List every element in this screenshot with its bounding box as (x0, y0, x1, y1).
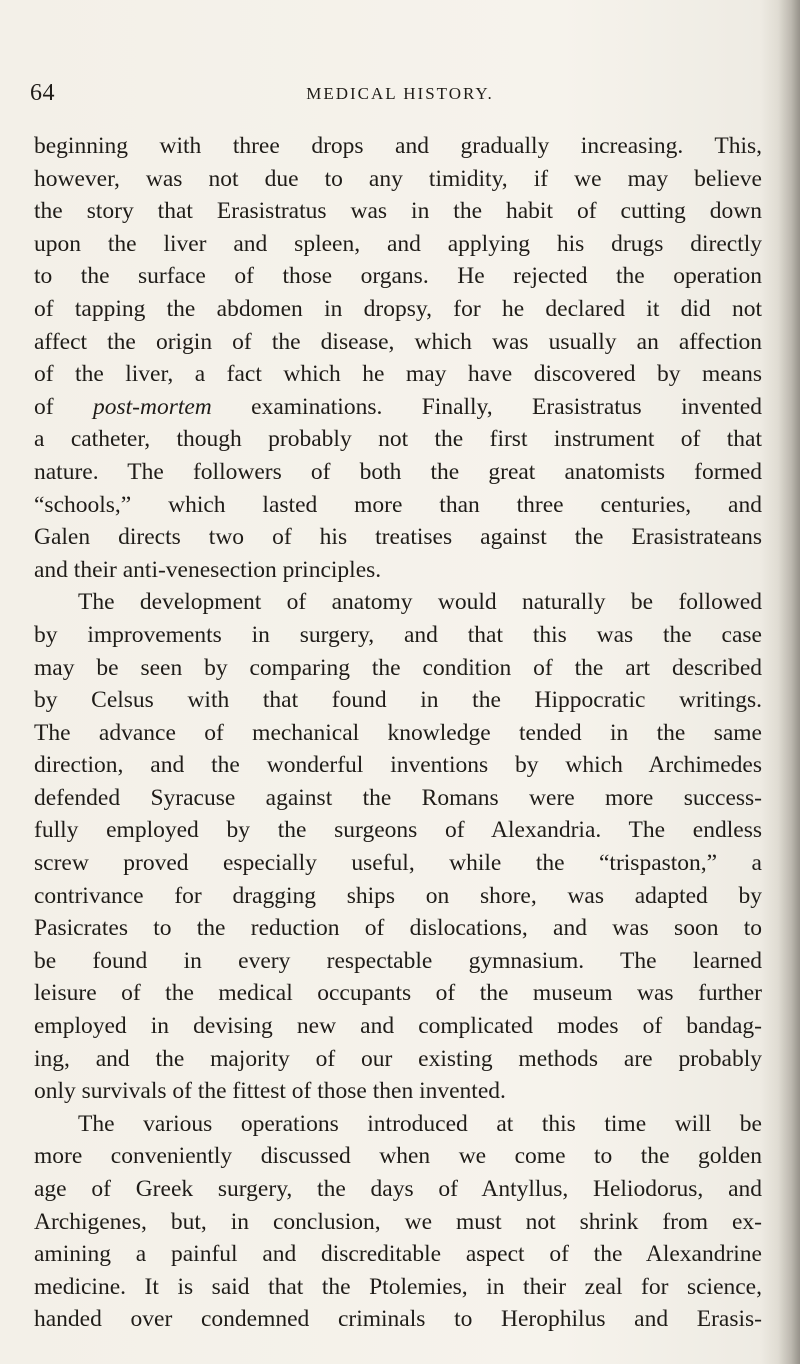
text-line: ing, and the majority of our existing methods are probably (34, 1045, 762, 1072)
text-line: to the surface of those organs. He rejected the operation (34, 263, 762, 290)
text-line: Galen directs two of his treatises against the Erasistrateans (34, 524, 762, 551)
text-line: by Celsus with that found in the Hippocratic writings. (34, 687, 762, 714)
text-line: a catheter, though probably not the first instrument of that (34, 426, 762, 453)
text-line: screw proved especially useful, while the “trispaston,” a (34, 850, 762, 877)
text-line: more conveniently discussed when we come to the golden (34, 1143, 762, 1170)
paragraph-2 (34, 586, 762, 1108)
text-line: age of Greek surgery, the days of Antyllus, Heliodorus, and (34, 1176, 762, 1202)
text-line: The development of anatomy would naturally be followed (78, 589, 762, 616)
text-line: nature. The followers of both the great anatomists formed (34, 458, 762, 485)
text-line: employed in devising new and complicated modes of bandag- (34, 1013, 762, 1040)
paragraph-1 (34, 130, 762, 586)
text-line: however, was not due to any timidity, if we may believe (34, 165, 762, 192)
text-line: The advance of mechanical knowledge tended in the same (34, 719, 762, 746)
text-line: Pasicrates to the reduction of dislocations, and was soon to (34, 915, 762, 942)
text-line: fully employed by the surgeons of Alexandria. The endless (34, 817, 762, 844)
text-line: and their anti-venesection principles. (34, 556, 382, 583)
text-line: medicine. It is said that the Ptolemies, in their zeal for science, (34, 1273, 762, 1300)
text-line: of tapping the abdomen in dropsy, for he declared it did not (34, 295, 762, 322)
text-line: direction, and the wonderful inventions by which Archimedes (34, 752, 762, 779)
text-line: handed over condemned criminals to Herophilus and Erasis- (34, 1306, 762, 1333)
page-spine-shadow (778, 0, 800, 1364)
page-header (30, 80, 770, 110)
italic-term: post-mortem (92, 393, 212, 420)
text-line: defended Syracuse against the Romans were more success- (34, 784, 762, 811)
text-line: of the liver, a fact which he may have discovered by means (34, 361, 762, 388)
page-number: 64 (30, 80, 55, 106)
text-line: only survivals of the fittest of those then invented. (34, 1078, 506, 1105)
text-fragment: of (34, 393, 93, 420)
text-line: the story that Erasistratus was in the habit of cutting down (34, 198, 762, 225)
text-line: by improvements in surgery, and that this was the case (34, 621, 762, 648)
text-fragment: examinations. Finally, Erasistratus invented (251, 393, 762, 420)
text-line: “schools,” which lasted more than three centuries, and (34, 491, 762, 518)
text-line: leisure of the medical occupants of the museum was further (34, 980, 762, 1007)
text-line: beginning with three drops and gradually increasing. This, (34, 133, 762, 159)
text-line-mixed (34, 391, 762, 424)
text-line: contrivance for dragging ships on shore, was adapted by (34, 882, 762, 909)
text-line: upon the liver and spleen, and applying his drugs directly (34, 230, 762, 257)
text-line: amining a painful and discreditable aspect of the Alexandrine (34, 1241, 762, 1268)
running-head: MEDICAL HISTORY. (306, 84, 494, 103)
text-line: may be seen by comparing the condition of the art described (34, 654, 762, 681)
text-line: affect the origin of the disease, which was usually an affection (34, 328, 762, 355)
body-text (34, 130, 762, 1336)
text-line: Archigenes, but, in conclusion, we must not shrink from ex- (34, 1208, 762, 1235)
text-line: The various operations introduced at this time will be (78, 1110, 762, 1137)
paragraph-3 (34, 1108, 762, 1336)
text-line: be found in every respectable gymnasium. The learned (34, 947, 762, 974)
